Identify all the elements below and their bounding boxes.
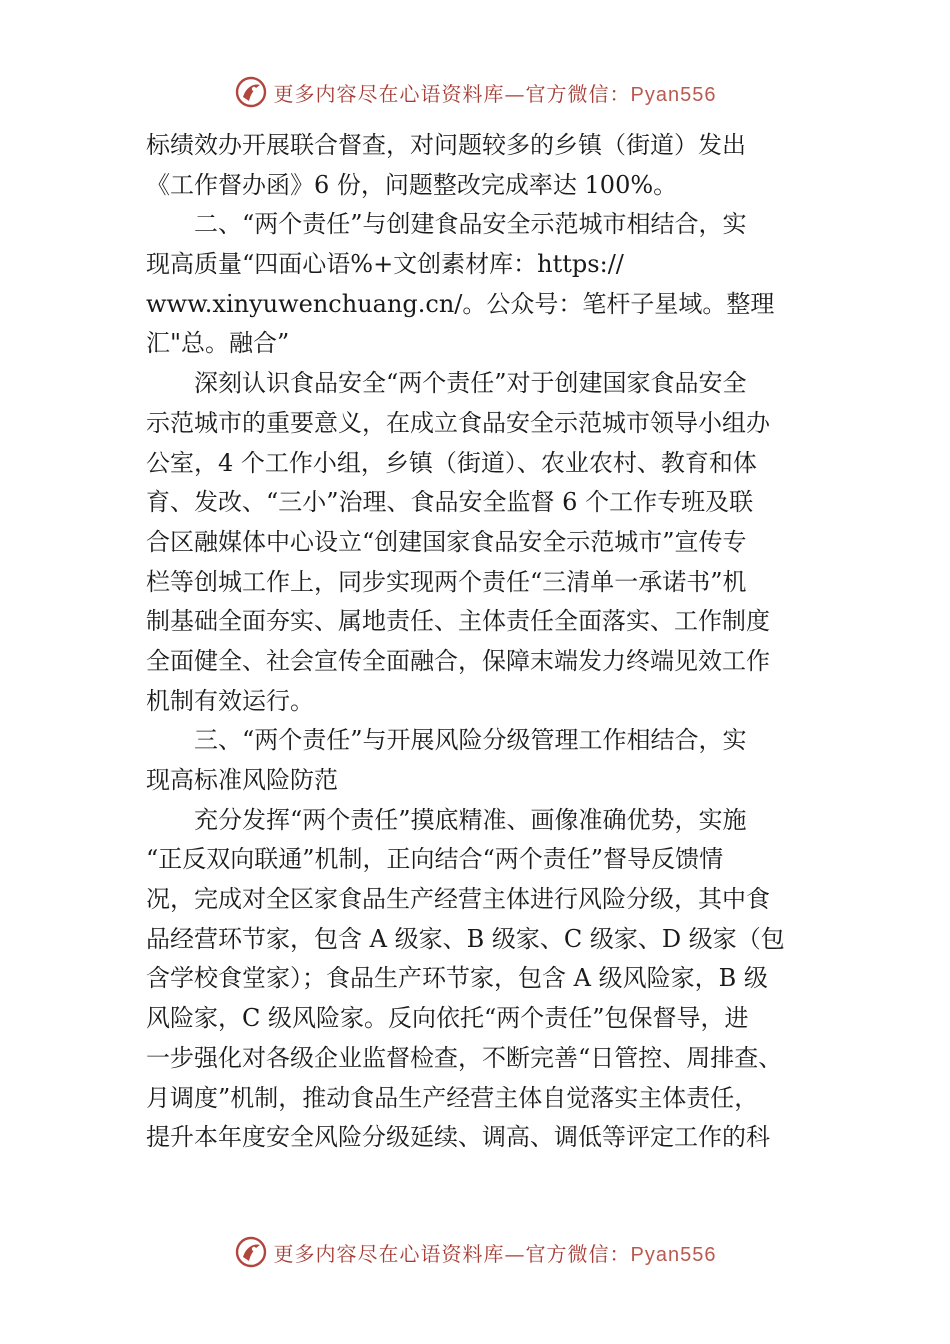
text-line: 风险家，C 级风险家。反向依托“两个责任”包保督导，进 <box>146 1004 749 1033</box>
text-line: “正反双向联通”机制，正向结合“两个责任”督导反馈情 <box>146 845 724 874</box>
document-body <box>146 126 810 1158</box>
section-heading: 汇"总。融合” <box>146 329 290 358</box>
text-line: 全面健全、社会宣传全面融合，保障末端发力终端见效工作 <box>146 646 770 675</box>
text-line: 月调度”机制，推动食品生产经营主体自觉落实主体责任， <box>146 1083 759 1112</box>
text-line: 深刻认识食品安全“两个责任”对于创建国家食品安全 <box>146 369 747 398</box>
text-line: 栏等创城工作上，同步实现两个责任“三清单一承诺书”机 <box>146 567 747 596</box>
section-heading: 现高标准风险防范 <box>146 766 338 794</box>
watermark-text: 更多内容尽在心语资料库—官方微信：Pyan556 <box>273 1241 717 1266</box>
footer-watermark-banner <box>0 1232 950 1272</box>
text-line: 一步强化对各级企业监督检查，不断完善“日管控、周排查、 <box>146 1043 783 1072</box>
text-line: 合区融媒体中心设立“创建国家食品安全示范城市”宣传专 <box>146 527 747 556</box>
watermark-text: 更多内容尽在心语资料库—官方微信：Pyan556 <box>273 81 717 106</box>
text-line: 制基础全面夯实、属地责任、主体责任全面落实、工作制度 <box>146 607 770 636</box>
header-watermark-banner <box>0 72 950 112</box>
wechat-id: Pyan556 <box>630 83 717 106</box>
brand-logo-icon <box>234 1235 268 1269</box>
text-line: 况，完成对全区家食品生产经营主体进行风险分级，其中食 <box>146 885 770 914</box>
text-line: 机制有效运行。 <box>146 686 314 715</box>
text-line: 提升本年度安全风险分级延续、调高、调低等评定工作的科 <box>146 1123 770 1152</box>
section-heading: 三、“两个责任”与开展风险分级管理工作相结合，实 <box>146 726 747 755</box>
section-heading: 现高质量“四面心语%+文创素材库：https:// <box>146 250 624 279</box>
section-heading: 二、“两个责任”与创建食品安全示范城市相结合，实 <box>146 210 747 239</box>
text-line: 品经营环节家，包含 A 级家、B 级家、C 级家、D 级家（包 <box>146 924 785 953</box>
text-line: 《工作督办函》6 份，问题整改完成率达 100%。 <box>146 170 678 199</box>
brand-logo-icon <box>234 75 268 109</box>
wechat-id: Pyan556 <box>630 1243 717 1266</box>
text-line: 含学校食堂家）；食品生产环节家，包含 A 级风险家，B 级 <box>146 964 768 993</box>
text-line: 充分发挥“两个责任”摸底精准、画像准确优势，实施 <box>146 805 747 834</box>
text-line: 公室，4 个工作小组，乡镇（街道）、农业农村、教育和体 <box>146 448 757 477</box>
section-heading: www.xinyuwenchuang.cn/。公众号：笔杆子星域。整理 <box>146 289 775 318</box>
text-line: 标绩效办开展联合督查，对问题较多的乡镇（街道）发出 <box>146 131 746 159</box>
text-line: 育、发改、“三小”治理、食品安全监督 6 个工作专班及联 <box>146 488 754 517</box>
text-line: 示范城市的重要意义，在成立食品安全示范城市领导小组办 <box>146 408 770 437</box>
